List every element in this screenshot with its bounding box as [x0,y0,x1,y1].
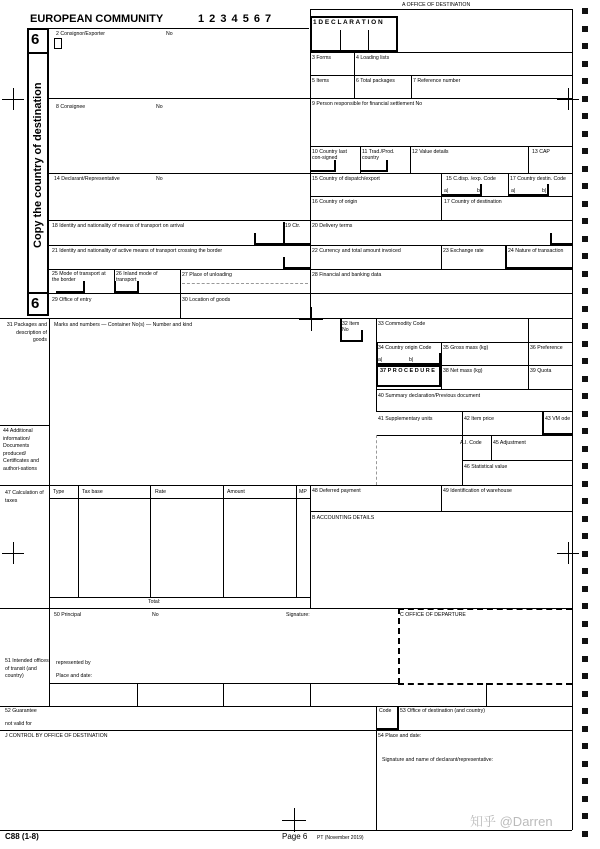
copy-numbers: 1 2 3 4 5 6 7 [198,13,273,25]
divider [441,485,442,511]
divider [310,511,572,512]
field-12-label: 12 Value details [412,149,449,155]
registration-mark [568,88,569,110]
divider [376,389,572,390]
perforation-hole [582,288,588,294]
divider [398,608,572,610]
field-20-label: 20 Delivery terms [312,223,353,229]
field-47-label: 47 Calculation of taxes [5,490,44,504]
side-label: Copy the country of destination [32,82,44,248]
page-number: Page 6 [282,832,308,841]
field-51-place: Place and date: [56,673,93,679]
divider [486,683,487,706]
consignor-checkbox[interactable] [54,38,62,49]
divider [360,146,361,173]
divider [114,291,138,293]
perforation-hole [582,603,588,609]
perforation-hole [582,778,588,784]
perforation-hole [582,656,588,662]
divider [310,52,572,53]
field-j-label: J CONTROL BY OFFICE OF DESTINATION [5,733,108,739]
perforation-hole [582,61,588,67]
tax-col-mp: MP [299,489,307,495]
field-7-label: 7 Reference number [413,78,461,84]
perforation-hole [582,551,588,557]
field-28-label: 28 Financial and banking data [312,272,382,278]
divider [462,411,463,485]
field-34-sub-b: b| [409,357,414,363]
field-48-label: 48 Deferred payment [312,488,361,494]
tax-total-label: Total: [148,599,161,605]
divider [376,706,377,830]
registration-mark [311,307,312,331]
divider [368,30,369,50]
field-51-represented: represented by [56,660,91,666]
field-16-label: 16 Country of origin [312,199,358,205]
field-9-label: 9 Person responsible for financial settlement No [312,101,423,107]
perforation-hole [582,411,588,417]
field-54-label: 54 Place and date: [378,733,422,739]
divider [505,245,507,269]
divider [340,30,341,50]
divider [310,146,572,147]
divider [398,608,400,684]
field-44-ai-code: A.I. Code [460,440,482,446]
field-11-label: 11 Trad./Prod. country [362,149,395,161]
divider [505,267,572,269]
perforation-hole [582,673,588,679]
field-53-label: 53 Office of destination (and country) [400,708,485,714]
perforation-hole [582,358,588,364]
divider [0,830,572,831]
form-title: EUROPEAN COMMUNITY [30,13,164,25]
perforation-hole [582,201,588,207]
field-21-label: 21 Identity and nationality of active means of transport crossing the border [52,248,223,254]
divider [547,184,549,196]
field-31-label: 31 Packages and description of goods [6,322,47,343]
field-30-label: 30 Location of goods [182,297,231,303]
field-34-sub-a: a| [378,357,383,363]
field-27-label: 27 Place of unloading [182,272,232,278]
perforation-hole [582,428,588,434]
field-15a-sub-a: a| [444,188,449,194]
field-14-no: No [156,176,163,182]
divider [439,353,441,365]
tax-col-amount: Amount [227,489,245,495]
field-42-label: 42 Item price [464,416,494,422]
divider [376,435,572,436]
copy-number-top: 6 [31,31,40,48]
field-38-label: 38 Net mass (kg) [443,368,483,374]
perforation-hole [582,306,588,312]
field-18-label: 18 Identity and nationality of means of transport on arrival [52,223,185,229]
perforation-hole [582,743,588,749]
perforation-hole [582,96,588,102]
field-39-label: 39 Quota [530,368,552,374]
perforation-hole [582,463,588,469]
field-52-not-valid: not valid for [5,721,32,727]
field-b-label: B ACCOUNTING DETAILS [312,515,375,521]
field-17a-label: 17 Country destin. Code [510,176,566,182]
field-17a-sub-a: a| [511,188,516,194]
divider [354,52,355,98]
divider [283,257,285,269]
divider [542,411,544,435]
tax-col-rate: Rate [155,489,166,495]
perforation-hole [582,691,588,697]
field-40-label: 40 Summary declaration/Previous document [378,393,481,399]
divider [528,342,529,389]
perforation-hole [582,726,588,732]
perforation-hole [582,831,588,837]
divider [310,9,311,318]
field-6-label: 6 Total packages [356,78,395,84]
perforation-hole [582,796,588,802]
field-15a-sub-b: b| [477,188,482,194]
perforation-hole [582,218,588,224]
divider [441,342,442,389]
registration-mark [13,542,14,564]
perforation-hole [582,166,588,172]
divider [550,233,552,245]
divider [49,608,50,706]
divider [56,291,84,293]
field-50-signature: Signature: [286,612,310,618]
field-41-label: 41 Supplementary units [378,416,433,422]
divider [0,485,572,486]
field-22-label: 22 Currency and total amount invoiced [312,248,401,254]
divider [150,485,151,597]
tax-col-type: Type [53,489,65,495]
perforation-hole [582,446,588,452]
divider [398,683,572,685]
perforation-hole [582,621,588,627]
divider [491,435,492,460]
divider [310,170,335,172]
field-2-no: No [166,31,173,37]
perforation-hole [582,568,588,574]
perforation-hole [582,26,588,32]
registration-mark [568,542,569,564]
field-2-label: 2 Consignor/Exporter [56,31,106,37]
divider [376,435,377,485]
perforation-hole [582,516,588,522]
divider [310,683,311,706]
field-44-label: 44 Additional information/ Documents produced/ Certificates and authori-sations [3,428,40,472]
form-code: C88 (1-8) [5,832,39,841]
divider [310,485,311,608]
divider [137,683,138,706]
field-14-label: 14 Declarant/Representative [54,176,120,182]
perforation-hole [582,498,588,504]
field-37-label: 37 P R O C E D U R E [380,368,435,374]
field-8-no: No [156,104,163,110]
perforation-hole [582,376,588,382]
divider [441,245,442,269]
divider [508,194,548,196]
registration-mark [13,88,14,110]
copy-number-bottom: 6 [31,295,40,312]
field-c-label: C OFFICE OF DEPARTURE [400,612,466,618]
divider [386,160,388,172]
perforation-hole [582,78,588,84]
perforation-hole [582,8,588,14]
divider [180,269,181,318]
divider [27,292,49,294]
field-29-label: 29 Office of entry [52,297,92,303]
field-15-label: 15 Country of dispatch/export [312,176,380,182]
field-8-label: 8 Consignee [56,104,86,110]
field-45-label: 45 Adjustment [493,440,526,446]
field-50-no: No [152,612,159,618]
perforation-hole [582,43,588,49]
divider [411,75,412,98]
perforation-hole [582,813,588,819]
divider [340,340,362,342]
divider [182,283,308,284]
divider [310,9,572,10]
perforation-hole [582,708,588,714]
perforation-hole [582,113,588,119]
divider [49,498,310,499]
divider [550,243,572,245]
divider [441,194,481,196]
divider [376,728,398,730]
field-36-label: 36 Preference [530,345,563,351]
perforation-hole [582,323,588,329]
field-33-label: 33 Commodity Code [378,321,426,327]
divider [441,173,442,220]
field-43-label: 43 VM ode [545,416,571,422]
field-25-label: 25 Mode of transport at the border [52,271,106,283]
divider [397,706,399,730]
field-24-label: 24 Nature of transaction [508,248,564,254]
field-54-signature: Signature and name of declarant/representative: [382,757,494,763]
field-46-label: 46 Statistical value [464,464,508,470]
divider [462,460,572,461]
perforation-hole [582,761,588,767]
divider [49,28,309,29]
divider [542,433,572,435]
registration-mark [294,808,295,832]
divider [508,173,509,196]
divider [528,318,529,342]
field-51-label: 51 Intended offices of transit (and country) [5,658,49,679]
divider [528,146,529,173]
field-35-label: 35 Gross mass (kg) [443,345,489,351]
perforation-hole [582,341,588,347]
divider [310,75,572,76]
divider [27,52,49,54]
divider [78,485,79,597]
page-note: PT (November 2019) [317,835,364,841]
divider [254,233,256,245]
perforation-hole [582,148,588,154]
field-10-label: 10 Country last con-signed [312,149,347,161]
divider [254,243,310,245]
perforation-hole [582,533,588,539]
field-34-label: 34 Country origin Code [378,345,432,351]
perforation-hole [582,236,588,242]
field-19-label: 19 Ctr. [285,223,301,229]
perforation-hole [582,481,588,487]
divider [283,267,311,269]
box-a-label: A OFFICE OF DESTINATION [402,2,471,8]
field-5-label: 5 Items [312,78,330,84]
declaration-label: 1 D E C L A R A T I O N [313,19,383,26]
divider [410,146,411,173]
field-52-code: Code [379,708,392,714]
field-52-label: 52 Guarantee [5,708,37,714]
field-17-label: 17 Country of destination [444,199,502,205]
perforation-hole [582,253,588,259]
divider [223,683,224,706]
perforation-hole [582,393,588,399]
field-32-label: 32 Item No [342,321,360,333]
field-26-label: 26 Inland mode of transport [116,271,158,283]
divider [0,425,50,426]
field-3-label: 3 Forms [312,55,332,61]
perforation-hole [582,586,588,592]
field-17a-sub-b: b| [542,188,547,194]
divider [0,706,572,707]
tax-col-base: Tax base [82,489,103,495]
divider [0,730,572,731]
field-23-label: 23 Exchange rate [443,248,484,254]
divider [360,170,387,172]
divider [572,9,573,830]
field-15a-label: 15 C.disp. /exp. Code [446,176,496,182]
perforation-hole [582,271,588,277]
divider [223,485,224,597]
divider [49,597,310,598]
divider [376,342,572,343]
field-13-label: 13 CAP [532,149,550,155]
perforation-hole [582,131,588,137]
field-50-label: 50 Principal [54,612,82,618]
field-31-marks: Marks and numbers — Container No(s) — Number and kind [54,322,193,328]
field-49-label: 49 Identification of warehouse [443,488,512,494]
divider [296,485,297,597]
divider [334,160,336,172]
perforation-hole [582,638,588,644]
divider [0,318,572,319]
watermark: 知乎 @Darren [470,814,553,829]
divider [49,318,50,608]
perforation-hole [582,183,588,189]
field-4-label: 4 Loading lists [356,55,390,61]
